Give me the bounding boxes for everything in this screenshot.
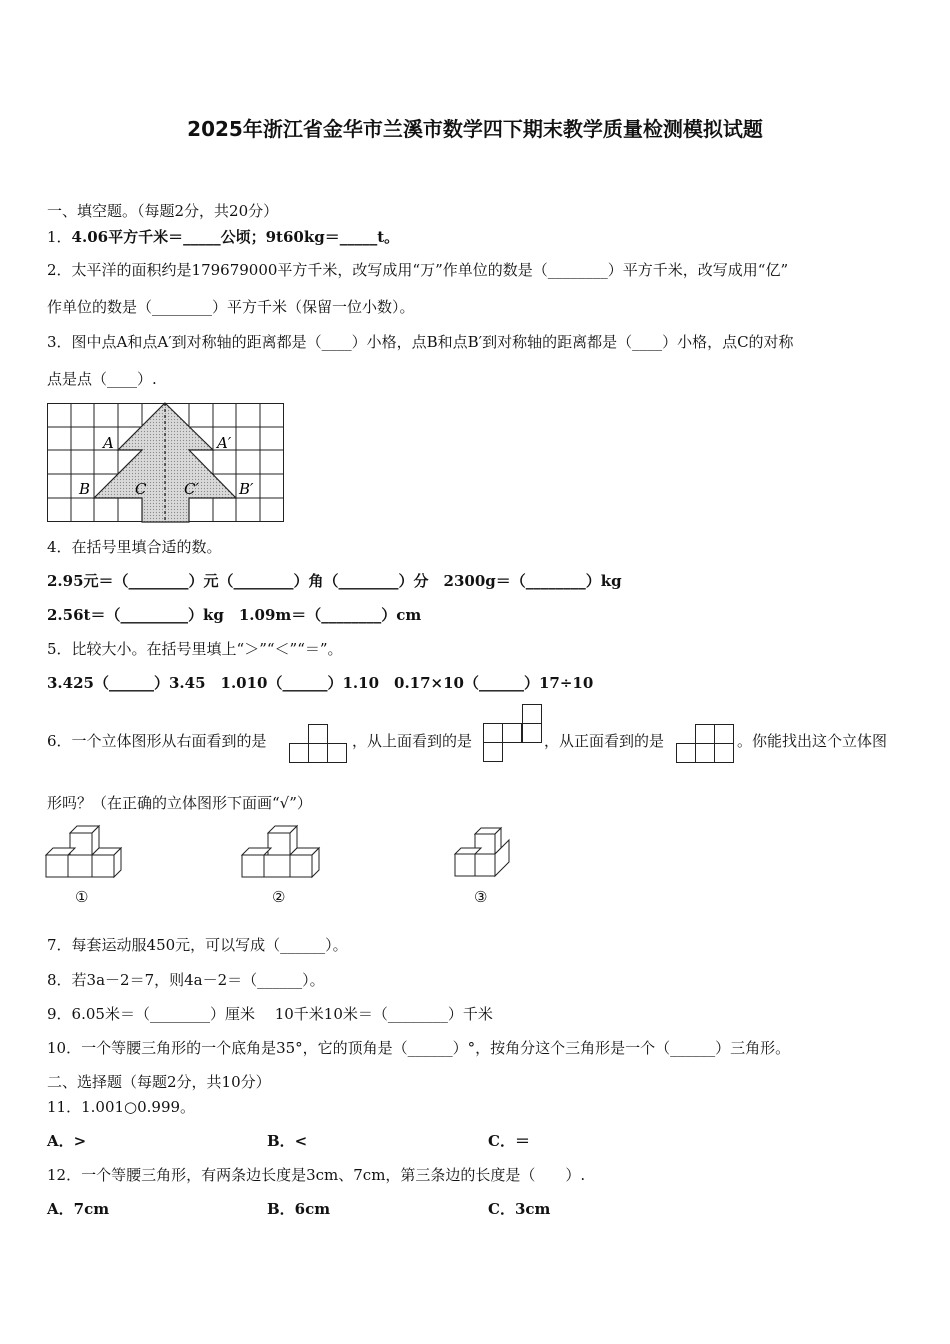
question-4-line-1: 2.95元＝（________）元（________）角（________）分 2300g＝（________）kg	[47, 572, 622, 590]
question-11-option-b: B．<	[267, 1132, 308, 1150]
label-A-prime: A′	[217, 434, 232, 452]
question-10: 10．一个等腰三角形的一个底角是35°，它的顶角是（______）°，按角分这个三角形是一个（______）三角形。	[47, 1039, 791, 1057]
option-2-label: ②	[272, 888, 286, 906]
option-1-label: ①	[75, 888, 89, 906]
question-5-line-1: 3.425（______）3.45 1.010（______）1.10 0.17×10（______）17÷10	[47, 674, 594, 692]
question-12-option-c: C．3cm	[488, 1200, 551, 1218]
question-4-line-2: 2.56t＝（_________）kg 1.09m＝（________）cm	[47, 606, 422, 624]
question-2-line-1: 2．太平洋的面积约是179679000平方千米，改写成用“万”作单位的数是（________）平方千米，改写成用“亿”	[47, 261, 789, 279]
front-view-figure	[676, 723, 736, 765]
question-11-option-a: A．>	[47, 1132, 87, 1150]
question-8: 8．若3a－2＝7，则4a－2＝（______）。	[47, 971, 325, 989]
question-11-option-c: C．＝	[488, 1132, 530, 1150]
right-view-figure	[289, 723, 349, 765]
symmetry-grid-figure	[47, 403, 284, 523]
question-12-stem: 12．一个等腰三角形，有两条边长度是3cm、7cm，第三条边的长度是（ ）.	[47, 1166, 586, 1184]
option-3-label: ③	[474, 888, 488, 906]
section-1-heading: 一、填空题。（每题2分，共20分）	[47, 202, 279, 220]
question-9: 9．6.05米＝（________）厘米 10千米10米＝（________）千米	[47, 1005, 493, 1023]
question-5-heading: 5．比较大小。在括号里填上“＞”“＜”“＝”。	[47, 640, 343, 658]
question-3-line-1: 3．图中点A和点A′到对称轴的距离都是（____）小格，点B和点B′到对称轴的距离都是（____）小格，点C的对称	[47, 333, 794, 351]
page-title: 2025年浙江省金华市兰溪市数学四下期末教学质量检测模拟试题	[187, 117, 763, 141]
q1-text: 4.06平方千米＝_____公顷；9t60kg＝_____t。	[71, 228, 400, 246]
question-12-option-b: B．6cm	[267, 1200, 331, 1218]
q1-number: 1．	[47, 228, 72, 246]
label-B: B	[79, 480, 91, 498]
label-C-prime: C′	[184, 480, 199, 498]
solid-option-2-figure	[240, 823, 326, 881]
top-view-figure	[483, 703, 543, 765]
question-6-part-3: ，从正面看到的是	[544, 732, 665, 750]
solid-option-1-figure	[44, 823, 124, 881]
question-3-line-2: 点是点（____）.	[47, 370, 157, 388]
question-6-part-1: 6．一个立体图形从右面看到的是	[47, 732, 267, 750]
label-A: A	[103, 434, 114, 452]
question-12-option-a: A．7cm	[47, 1200, 110, 1218]
question-6-part-4: 。你能找出这个立体图	[737, 732, 888, 750]
question-4-heading: 4．在括号里填合适的数。	[47, 538, 222, 556]
question-6-part-2: ，从上面看到的是	[352, 732, 473, 750]
label-B-prime: B′	[239, 480, 254, 498]
question-2-line-2: 作单位的数是（________）平方千米（保留一位小数）。	[47, 298, 415, 316]
question-7: 7．每套运动服450元，可以写成（______）。	[47, 936, 348, 954]
question-11-stem: 11．1.001○0.999。	[47, 1098, 196, 1116]
question-1	[47, 227, 399, 247]
section-2-heading: 二、选择题（每题2分，共10分）	[47, 1073, 271, 1091]
solid-option-3-figure	[453, 826, 513, 880]
label-C: C	[135, 480, 147, 498]
question-6-line-2: 形吗？（在正确的立体图形下面画“√”）	[47, 794, 312, 812]
tree-shape	[94, 403, 236, 522]
